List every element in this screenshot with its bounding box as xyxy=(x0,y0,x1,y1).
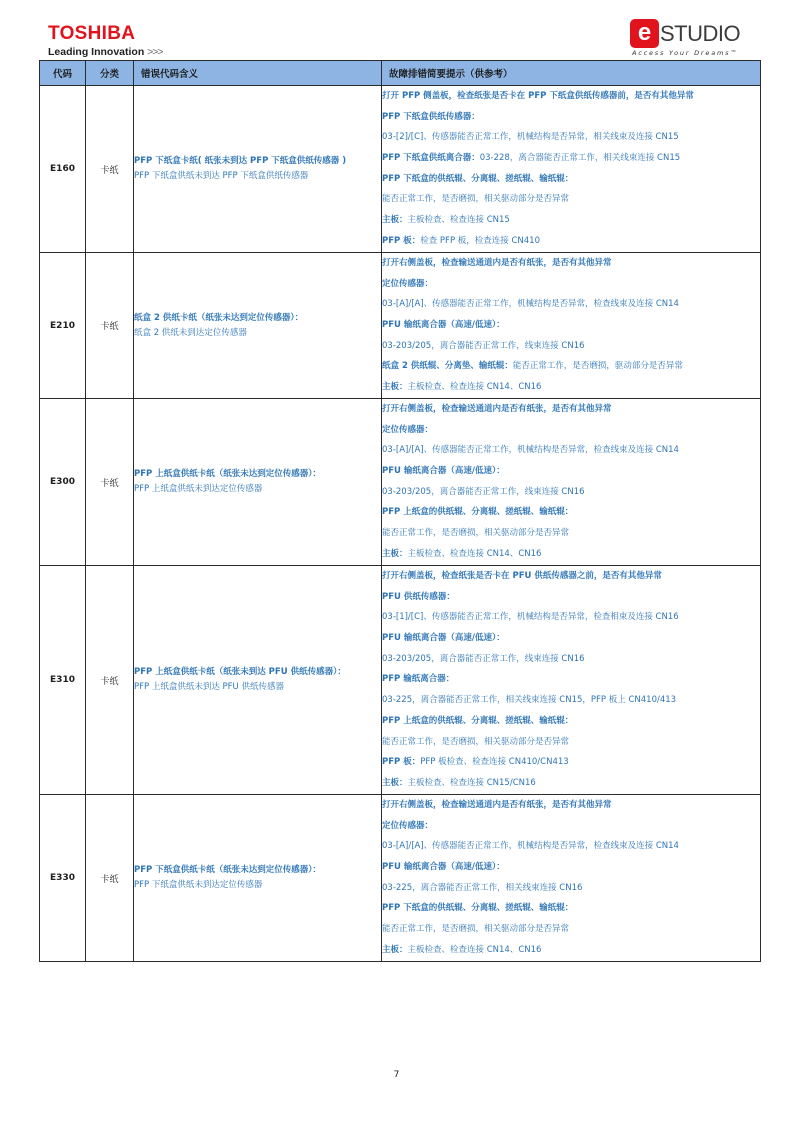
page-number: 7 xyxy=(393,1070,400,1080)
hint-text: 主板检查、检查连接 CN14、CN16 xyxy=(407,548,542,559)
error-category: 卡纸 xyxy=(86,399,134,566)
header-code: 代码 xyxy=(40,61,86,86)
error-code: E300 xyxy=(40,399,86,566)
hint-line: 03-[2]/[C]、传感器能否正常工作，机械结构是否异常，相关线束及连接 CN15 xyxy=(382,132,679,143)
hint-line: 03-203/205，离合器能否正常工作，线束连接 CN16 xyxy=(382,653,585,664)
hint-line xyxy=(382,231,760,252)
troubleshooting-hints xyxy=(382,399,761,566)
hint-heading: 定位传感器： xyxy=(382,424,434,435)
hint-heading: PFU 输纸离合器（高速/低速）： xyxy=(382,466,505,477)
hint-line: 打开右侧盖板，检查输送通道内是否有纸张，是否有其他异常 xyxy=(382,404,612,414)
meaning-title: PFP 下纸盒卡纸( 纸张未到达 PFP 下纸盒供纸传感器 ) xyxy=(134,156,347,166)
hint-text: 主板检查、检查连接 CN14、CN16 xyxy=(407,382,542,393)
hint-text: 主板检查、检查连接 CN14、CN16 xyxy=(407,944,542,955)
meaning-title: PFP 下纸盒供纸卡纸（纸张未达到定位传感器）： xyxy=(134,865,321,875)
hint-text: PFP 板检查、检查连接 CN410/CN413 xyxy=(420,757,569,768)
error-code: E160 xyxy=(40,86,86,253)
toshiba-logo xyxy=(48,24,163,58)
hint-line xyxy=(382,377,760,398)
toshiba-tagline xyxy=(48,46,163,58)
table-header-row xyxy=(40,61,761,86)
hint-line: 能否正常工作，是否磨损，相关驱动部分是否异常 xyxy=(382,924,570,935)
hint-line xyxy=(382,210,760,231)
error-category: 卡纸 xyxy=(86,795,134,962)
hint-heading: PFU 供纸传感器： xyxy=(382,591,455,602)
hint-line: 03-225，离合器能否正常工作，相关线束连接 CN15，PFP 板上 CN410/413 xyxy=(382,695,677,706)
hint-line: 打开右侧盖板，检查纸张是否卡在 PFU 供纸传感器之前，是否有其他异常 xyxy=(382,571,662,581)
hint-heading: PFU 输纸离合器（高速/低速）： xyxy=(382,862,505,873)
table-row xyxy=(40,566,761,795)
meaning-title: 纸盒 2 供纸卡纸（纸张未达到定位传感器）： xyxy=(134,312,304,323)
hint-line: 03-203/205，离合器能否正常工作，线束连接 CN16 xyxy=(382,340,585,351)
hint-line xyxy=(382,148,760,169)
meaning-title: PFP 上纸盒供纸卡纸（纸张未达到定位传感器）： xyxy=(134,469,321,479)
hint-line: 打开右侧盖板，检查输送通道内是否有纸张，是否有其他异常 xyxy=(382,258,612,268)
header-hints: 故障排错简要提示（供参考） xyxy=(382,61,761,86)
meaning-description: PFP 下纸盒供纸未到达 PFP 下纸盒供纸传感器 xyxy=(134,171,309,181)
troubleshooting-hints xyxy=(382,566,761,795)
error-code: E330 xyxy=(40,795,86,962)
hint-text: 能否正常工作，是否磨损，驱动部分是否异常 xyxy=(512,361,683,372)
hint-text: 检查 PFP 板，检查连接 CN410 xyxy=(420,235,540,246)
error-code: E210 xyxy=(40,253,86,399)
estudio-e-badge: e xyxy=(630,19,659,48)
hint-line: 03-[A]/[A]、传感器能否正常工作，机械结构是否异常，检查线束及连接 CN14 xyxy=(382,299,679,310)
table-row xyxy=(40,253,761,399)
hint-line: 03-[1]/[C]、传感器能否正常工作，机械结构是否异常，检查相束及连接 CN16 xyxy=(382,612,679,623)
hint-heading: 定位传感器： xyxy=(382,278,434,289)
error-code: E310 xyxy=(40,566,86,795)
toshiba-brand: TOSHIBA xyxy=(48,23,136,44)
hint-heading: PFP 下纸盒供纸传感器： xyxy=(382,111,480,122)
hint-heading: 主板： xyxy=(382,944,408,955)
table-row xyxy=(40,795,761,962)
error-meaning xyxy=(134,86,382,253)
hint-heading: PFP 板： xyxy=(382,757,421,768)
toshiba-tagline-arrows: >>> xyxy=(147,46,163,58)
hint-heading: PFP 输纸离合器： xyxy=(382,674,455,685)
hint-line: 能否正常工作，是否磨损，相关驱动部分是否异常 xyxy=(382,736,570,747)
estudio-wordmark: STUDIO xyxy=(660,21,741,46)
hint-line: 03-[A]/[A]、传感器能否正常工作，机械结构是否异常，检查线束及连接 CN14 xyxy=(382,841,679,852)
troubleshooting-hints xyxy=(382,253,761,399)
hint-heading: PFP 下纸盒的供纸辊、分离辊、搓纸辊、输纸辊： xyxy=(382,903,574,914)
error-category: 卡纸 xyxy=(86,566,134,795)
hint-line: 03-225，离合器能否正常工作，相关线束连接 CN16 xyxy=(382,882,583,893)
hint-heading: 主板： xyxy=(382,777,408,788)
hint-heading: PFP 下纸盒供纸离合器： xyxy=(382,153,480,164)
hint-line xyxy=(382,356,760,377)
hint-heading: 定位传感器： xyxy=(382,820,434,831)
troubleshooting-hints xyxy=(382,86,761,253)
hint-line: 打开 PFP 侧盖板，检查纸张是否卡在 PFP 下纸盒供纸传感器前，是否有其他异常 xyxy=(382,91,694,101)
hint-line xyxy=(382,773,760,794)
hint-line: 03-[A]/[A]、传感器能否正常工作，机械结构是否异常，检查线束及连接 CN14 xyxy=(382,445,679,456)
hint-heading: 纸盒 2 供纸辊、分离垫、输纸辊： xyxy=(382,361,513,372)
meaning-description: PFP 下纸盒供纸未到达定位传感器 xyxy=(134,880,263,890)
troubleshooting-hints xyxy=(382,795,761,962)
hint-line: 03-203/205，离合器能否正常工作，线束连接 CN16 xyxy=(382,486,585,497)
meaning-description: PFP 上纸盒供纸未到达 PFU 供纸传感器 xyxy=(134,682,284,692)
toshiba-tagline-text: Leading Innovation xyxy=(48,46,145,58)
hint-line: 能否正常工作，是否磨损，相关驱动部分是否异常 xyxy=(382,528,570,539)
meaning-title: PFP 上纸盒供纸卡纸（纸张未到达 PFU 供纸传感器）： xyxy=(134,667,346,677)
hint-heading: PFU 输纸离合器（高速/低速）： xyxy=(382,320,505,331)
hint-line: 打开右侧盖板，检查输送通道内是否有纸张，是否有其他异常 xyxy=(382,800,612,810)
estudio-slogan: Access Your Dreams™ xyxy=(632,49,739,57)
header-category: 分类 xyxy=(86,61,134,86)
meaning-description: 纸盒 2 供纸未到达定位传感器 xyxy=(134,327,247,338)
error-category: 卡纸 xyxy=(86,253,134,399)
error-meaning xyxy=(134,399,382,566)
meaning-description: PFP 上纸盒供纸未到达定位传感器 xyxy=(134,484,263,494)
hint-text: 主板检查、检查连接 CN15 xyxy=(407,215,510,226)
error-meaning xyxy=(134,566,382,795)
hint-heading: PFP 下纸盒的供纸辊、分离辊、搓纸辊、输纸辊： xyxy=(382,173,574,184)
hint-heading: PFP 上纸盒的供纸辊、分离辊、搓纸辊、输纸辊： xyxy=(382,507,574,518)
error-meaning xyxy=(134,795,382,962)
header-meaning: 错误代码含义 xyxy=(134,61,382,86)
hint-heading: PFP 板： xyxy=(382,235,421,246)
table-row xyxy=(40,399,761,566)
hint-line: 能否正常工作，是否磨损，相关驱动部分是否异常 xyxy=(382,194,570,205)
hint-heading: 主板： xyxy=(382,382,408,393)
error-code-table xyxy=(39,60,761,962)
error-meaning xyxy=(134,253,382,399)
hint-text: 主板检查、检查连接 CN15/CN16 xyxy=(407,777,536,788)
hint-heading: 主板： xyxy=(382,548,408,559)
hint-heading: PFU 输纸离合器（高速/低速）： xyxy=(382,633,505,644)
hint-heading: 主板： xyxy=(382,215,408,226)
hint-line xyxy=(382,752,760,773)
error-category: 卡纸 xyxy=(86,86,134,253)
table-row xyxy=(40,86,761,253)
hint-text: 03-228，离合器能否正常工作，相关线束连接 CN15 xyxy=(479,153,681,164)
hint-heading: PFP 上纸盒的供纸辊、分离辊、搓纸辊、输纸辊： xyxy=(382,715,574,726)
hint-line xyxy=(382,544,760,565)
hint-line xyxy=(382,940,760,961)
